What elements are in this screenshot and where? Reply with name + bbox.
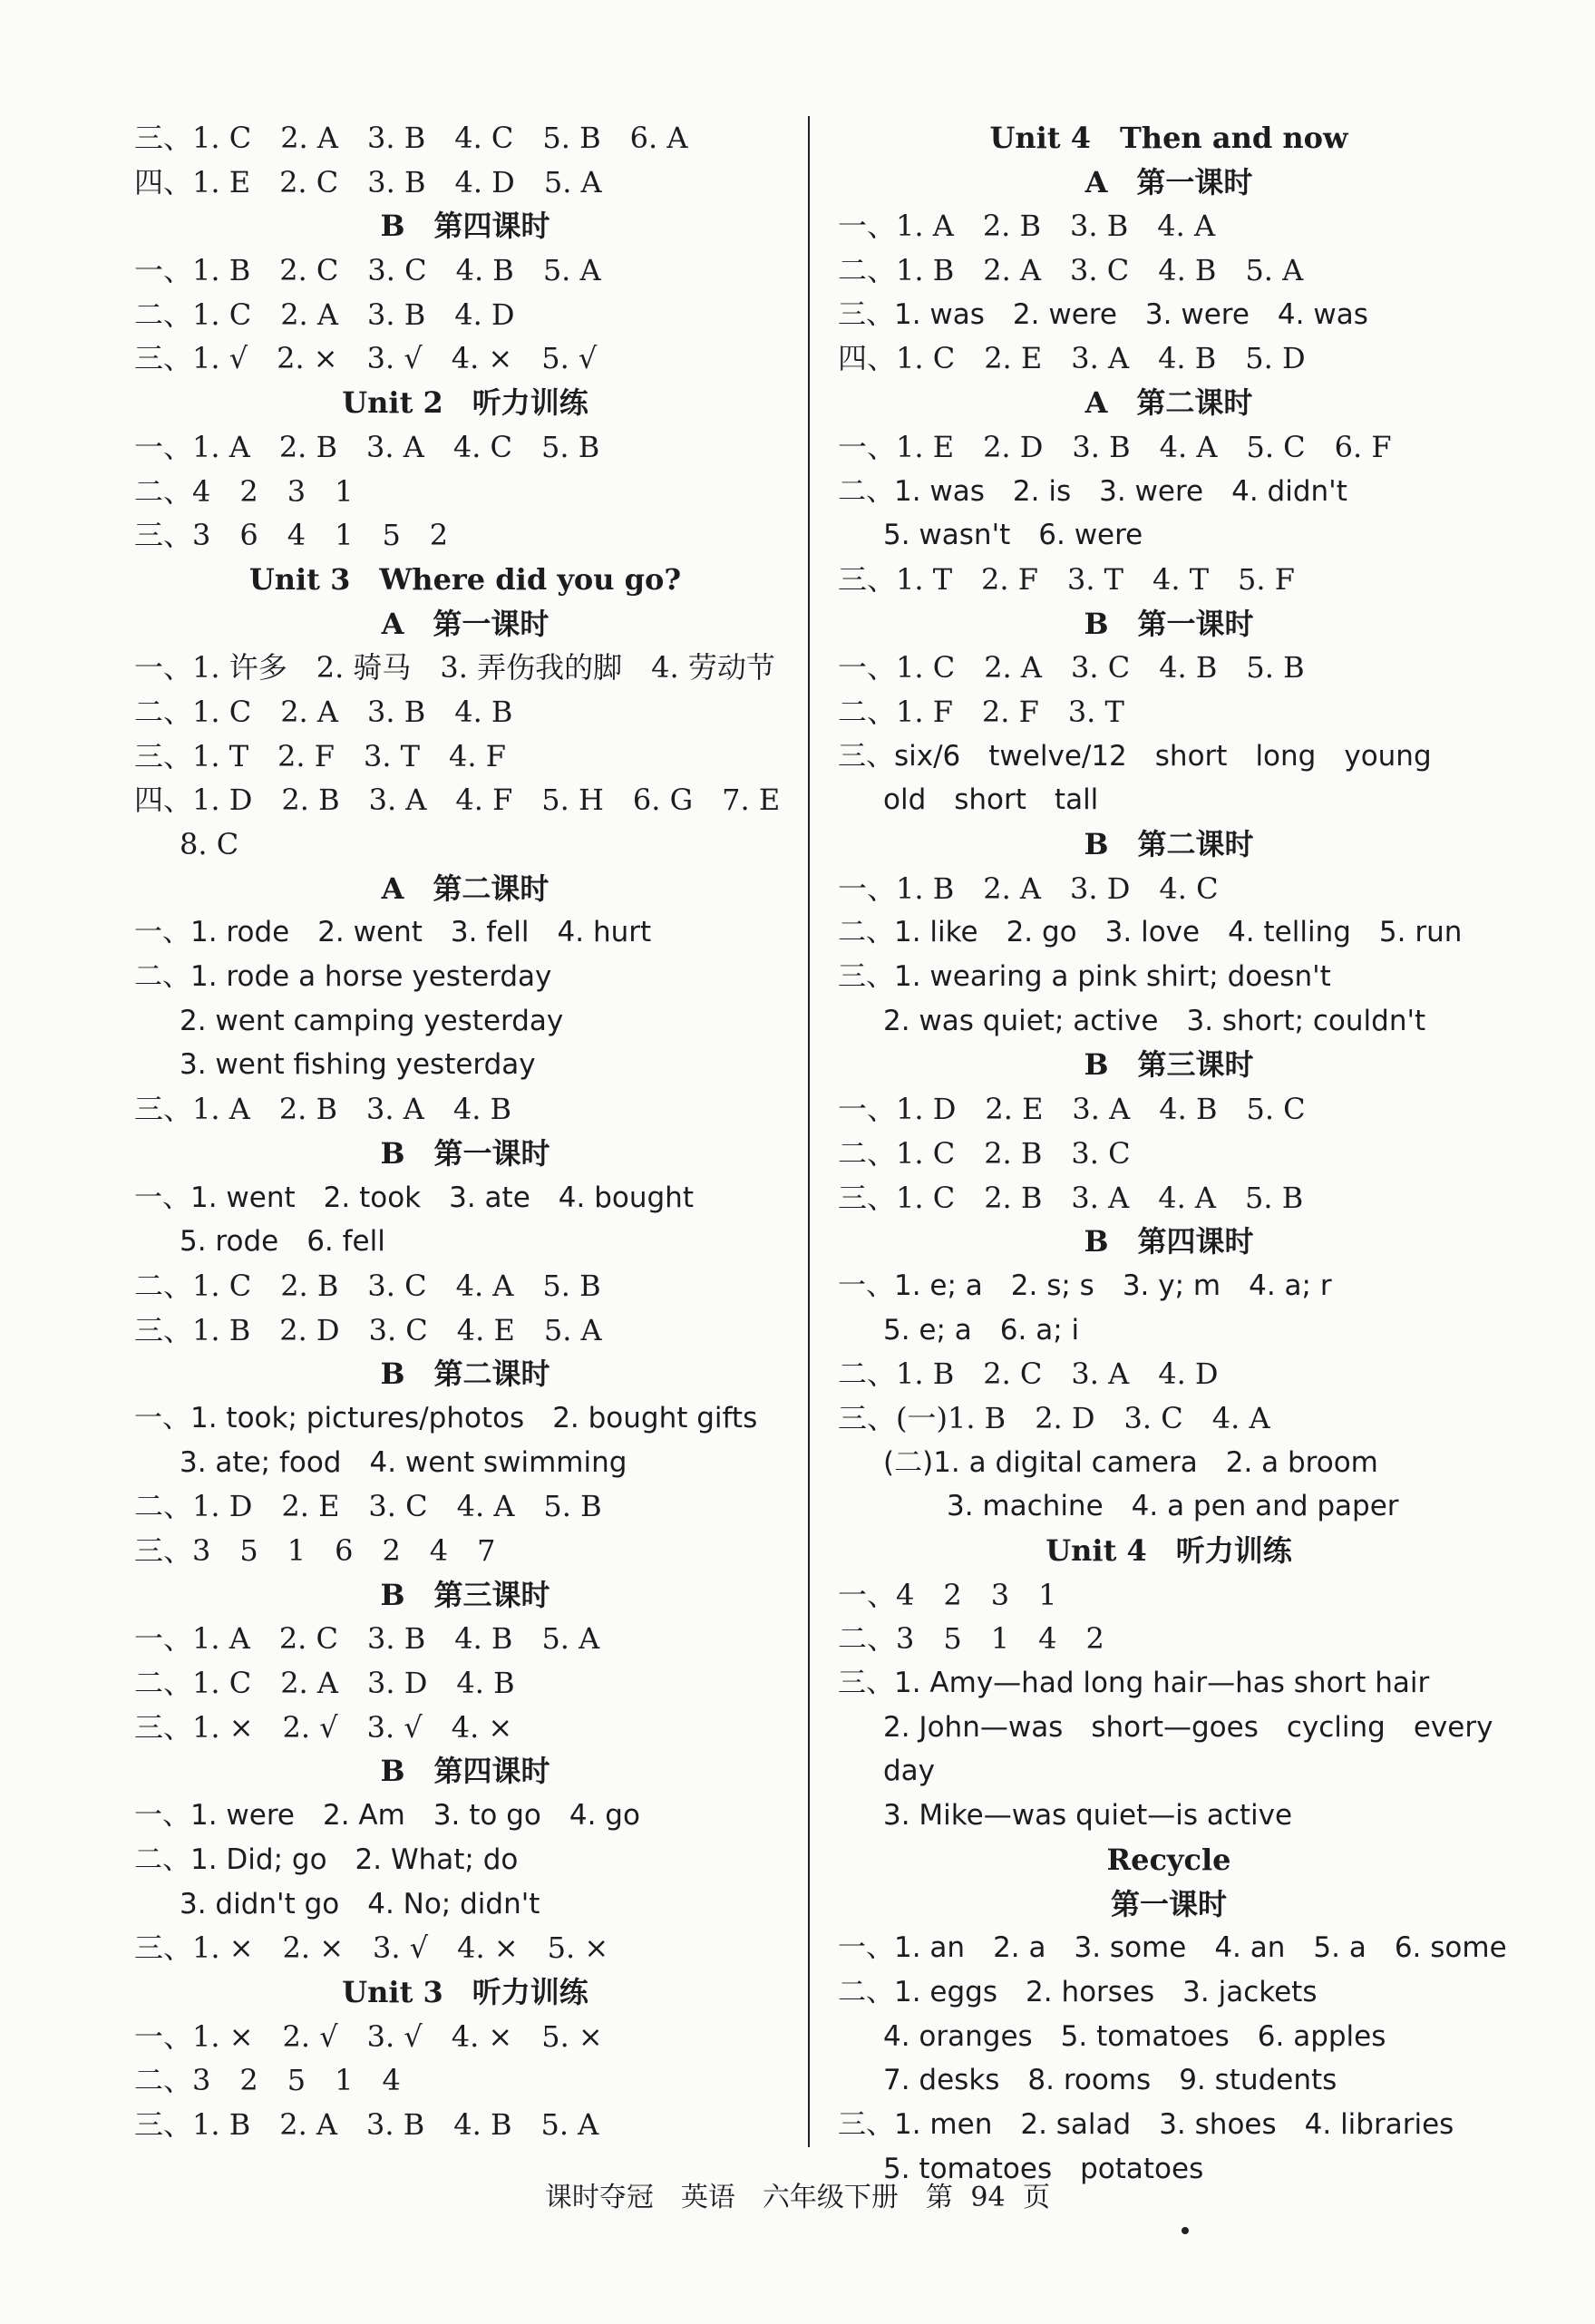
section-heading: 第一课时 [1110,1886,1227,1921]
section-heading: B 第一课时 [1084,606,1254,641]
answer-line: 二、1. eggs 2. horses 3. jackets [838,1975,1318,2008]
section-heading: B 第四课时 [1084,1224,1254,1259]
section-heading: B 第二课时 [380,1356,550,1392]
answer-line: 三、1. T 2. F 3. T 4. T 5. F [838,561,1295,597]
section-heading: B 第三课时 [1084,1047,1254,1083]
answer-line: 2. went camping yesterday [180,1004,564,1037]
answer-line: 二、1. B 2. A 3. C 4. B 5. A [838,253,1304,288]
answer-line: 四、1. E 2. C 3. B 4. D 5. A [134,164,602,199]
answer-line: 一、1. B 2. C 3. C 4. B 5. A [134,253,601,288]
answer-line: 一、1. D 2. E 3. A 4. B 5. C [838,1092,1306,1127]
answer-line: 7. desks 8. rooms 9. students [883,2064,1337,2097]
answer-line: 四、1. C 2. E 3. A 4. B 5. D [838,341,1306,376]
answer-line: 5. tomatoes potatoes [883,2152,1204,2185]
left-column [134,116,796,2147]
page-footer: 课时夺冠 英语 六年级下册 第 94 页 [544,2182,1051,2213]
answer-line: 二、1. Did; go 2. What; do [134,1843,519,1876]
answer-line: 三、1. C 2. A 3. B 4. C 5. B 6. A [134,121,688,155]
answer-line: 三、1. A 2. B 3. A 4. B [134,1092,512,1127]
answer-line: 一、1. 许多 2. 骑马 3. 弄伤我的脚 4. 劳动节 [134,650,775,686]
section-heading: B 第四课时 [380,1754,550,1789]
answer-line: 一、1. went 2. took 3. ate 4. bought [134,1181,694,1214]
answer-line: 三、1. Amy—had long hair—has short hair [838,1667,1430,1700]
answer-line: 三、(一)1. B 2. D 3. C 4. A [838,1400,1270,1435]
answer-line: 三、1. B 2. A 3. B 4. B 5. A [134,2106,599,2142]
answer-line: 一、1. A 2. B 3. B 4. A [838,209,1216,244]
answer-line: 二、1. C 2. B 3. C 4. A 5. B [134,1268,601,1303]
section-heading: Unit 3 Where did you go? [248,561,682,597]
answer-line: 5. wasn't 6. were [883,519,1143,552]
answer-line: 二、1. B 2. C 3. A 4. D [838,1356,1219,1392]
answer-line: 3. went fishing yesterday [180,1048,536,1082]
answer-line: 3. ate; food 4. went swimming [180,1445,627,1479]
answer-line: 三、six/6 twelve/12 short long young [838,739,1432,773]
answer-line: 三、1. was 2. were 3. were 4. was [838,297,1368,331]
answer-line: 5. rode 6. fell [180,1225,385,1259]
answer-line: 二、3 2 5 1 4 [134,2063,401,2098]
section-heading: Recycle [1106,1842,1231,1877]
answer-line: 三、1. T 2. F 3. T 4. F [134,738,506,773]
answer-line: 二、1. C 2. B 3. C [838,1135,1131,1171]
section-heading: A 第二课时 [1084,385,1253,421]
answer-line: 三、1. × 2. × 3. √ 4. × 5. × [134,1930,609,1966]
answer-line: 三、3 6 4 1 5 2 [134,518,449,553]
answer-line: 一、1. A 2. B 3. A 4. C 5. B [134,429,600,464]
answer-line: 二、1. was 2. is 3. were 4. didn't [838,474,1347,508]
answer-line: 二、3 5 1 4 2 [838,1621,1104,1657]
answer-line: 二、4 2 3 1 [134,473,354,509]
answer-line: 一、1. an 2. a 3. some 4. an 5. a 6. some [838,1931,1507,1965]
answer-line: 二、1. C 2. A 3. B 4. B [134,694,513,729]
answer-line: 二、1. rode a horse yesterday [134,960,552,994]
answer-line: 二、1. like 2. go 3. love 4. telling 5. run [838,916,1463,949]
answer-line: 3. didn't go 4. No; didn't [180,1887,540,1920]
section-heading: Unit 4 听力训练 [1046,1533,1292,1568]
answer-line: 2. was quiet; active 3. short; couldn't [883,1004,1426,1037]
answer-line: old short tall [883,783,1099,817]
decorative-dot [1182,2227,1189,2234]
section-heading: Unit 3 听力训练 [342,1974,588,2009]
section-heading: Unit 2 听力训练 [342,385,588,421]
answer-line: 三、1. C 2. B 3. A 4. A 5. B [838,1180,1304,1215]
answer-line: 三、3 5 1 6 2 4 7 [134,1533,496,1568]
column-divider [808,116,810,2147]
section-heading: Unit 4 Then and now [989,121,1348,155]
answer-line: day [883,1755,936,1788]
answer-line: 一、1. × 2. √ 3. √ 4. × 5. × [134,2018,603,2054]
section-heading: B 第二课时 [1084,827,1254,861]
answer-line: 一、1. were 2. Am 3. to go 4. go [134,1799,640,1833]
answer-line: 二、1. C 2. A 3. D 4. B [134,1666,515,1701]
answer-line: 三、1. × 2. √ 3. √ 4. × [134,1709,513,1745]
answer-line: 3. machine 4. a pen and paper [947,1490,1399,1523]
answer-line: 一、1. rode 2. went 3. fell 4. hurt [134,916,652,949]
answer-line: 一、1. B 2. A 3. D 4. C [838,870,1219,906]
answer-line: 二、1. C 2. A 3. B 4. D [134,297,515,332]
answer-line: 二、1. F 2. F 3. T [838,694,1124,729]
answer-line: 8. C [180,827,239,861]
answer-line: 一、1. A 2. C 3. B 4. B 5. A [134,1621,600,1657]
answer-line: 一、1. took; pictures/photos 2. bought gifts [134,1401,758,1434]
answer-line: 四、1. D 2. B 3. A 4. F 5. H 6. G 7. E [134,783,781,818]
answer-line: 三、1. men 2. salad 3. shoes 4. libraries [838,2107,1454,2141]
answer-line: 2. John—was short—goes cycling every [883,1710,1493,1744]
answer-line: 3. Mike—was quiet—is active [883,1799,1293,1833]
section-heading: A 第二课时 [381,870,549,906]
section-heading: B 第三课时 [380,1577,550,1612]
right-column [838,116,1507,2191]
answer-line: 三、1. B 2. D 3. C 4. E 5. A [134,1312,602,1347]
section-heading: A 第一课时 [1084,164,1253,199]
answer-line: (二)1. a digital camera 2. a broom [883,1445,1378,1479]
answer-line: 5. e; a 6. a; i [883,1313,1080,1347]
section-heading: B 第四课时 [380,209,550,244]
section-heading: A 第一课时 [381,606,549,641]
answer-line: 三、1. √ 2. × 3. √ 4. × 5. √ [134,341,598,376]
answer-line: 二、1. D 2. E 3. C 4. A 5. B [134,1489,602,1524]
answer-line: 4. oranges 5. tomatoes 6. apples [883,2019,1386,2053]
answer-line: 一、1. C 2. A 3. C 4. B 5. B [838,650,1305,686]
answer-line: 一、4 2 3 1 [838,1577,1057,1612]
answer-line: 一、1. E 2. D 3. B 4. A 5. C 6. F [838,429,1392,464]
answer-line: 三、1. wearing a pink shirt; doesn't [838,960,1331,994]
answer-line: 一、1. e; a 2. s; s 3. y; m 4. a; r [838,1269,1332,1302]
section-heading: B 第一课时 [380,1135,550,1171]
